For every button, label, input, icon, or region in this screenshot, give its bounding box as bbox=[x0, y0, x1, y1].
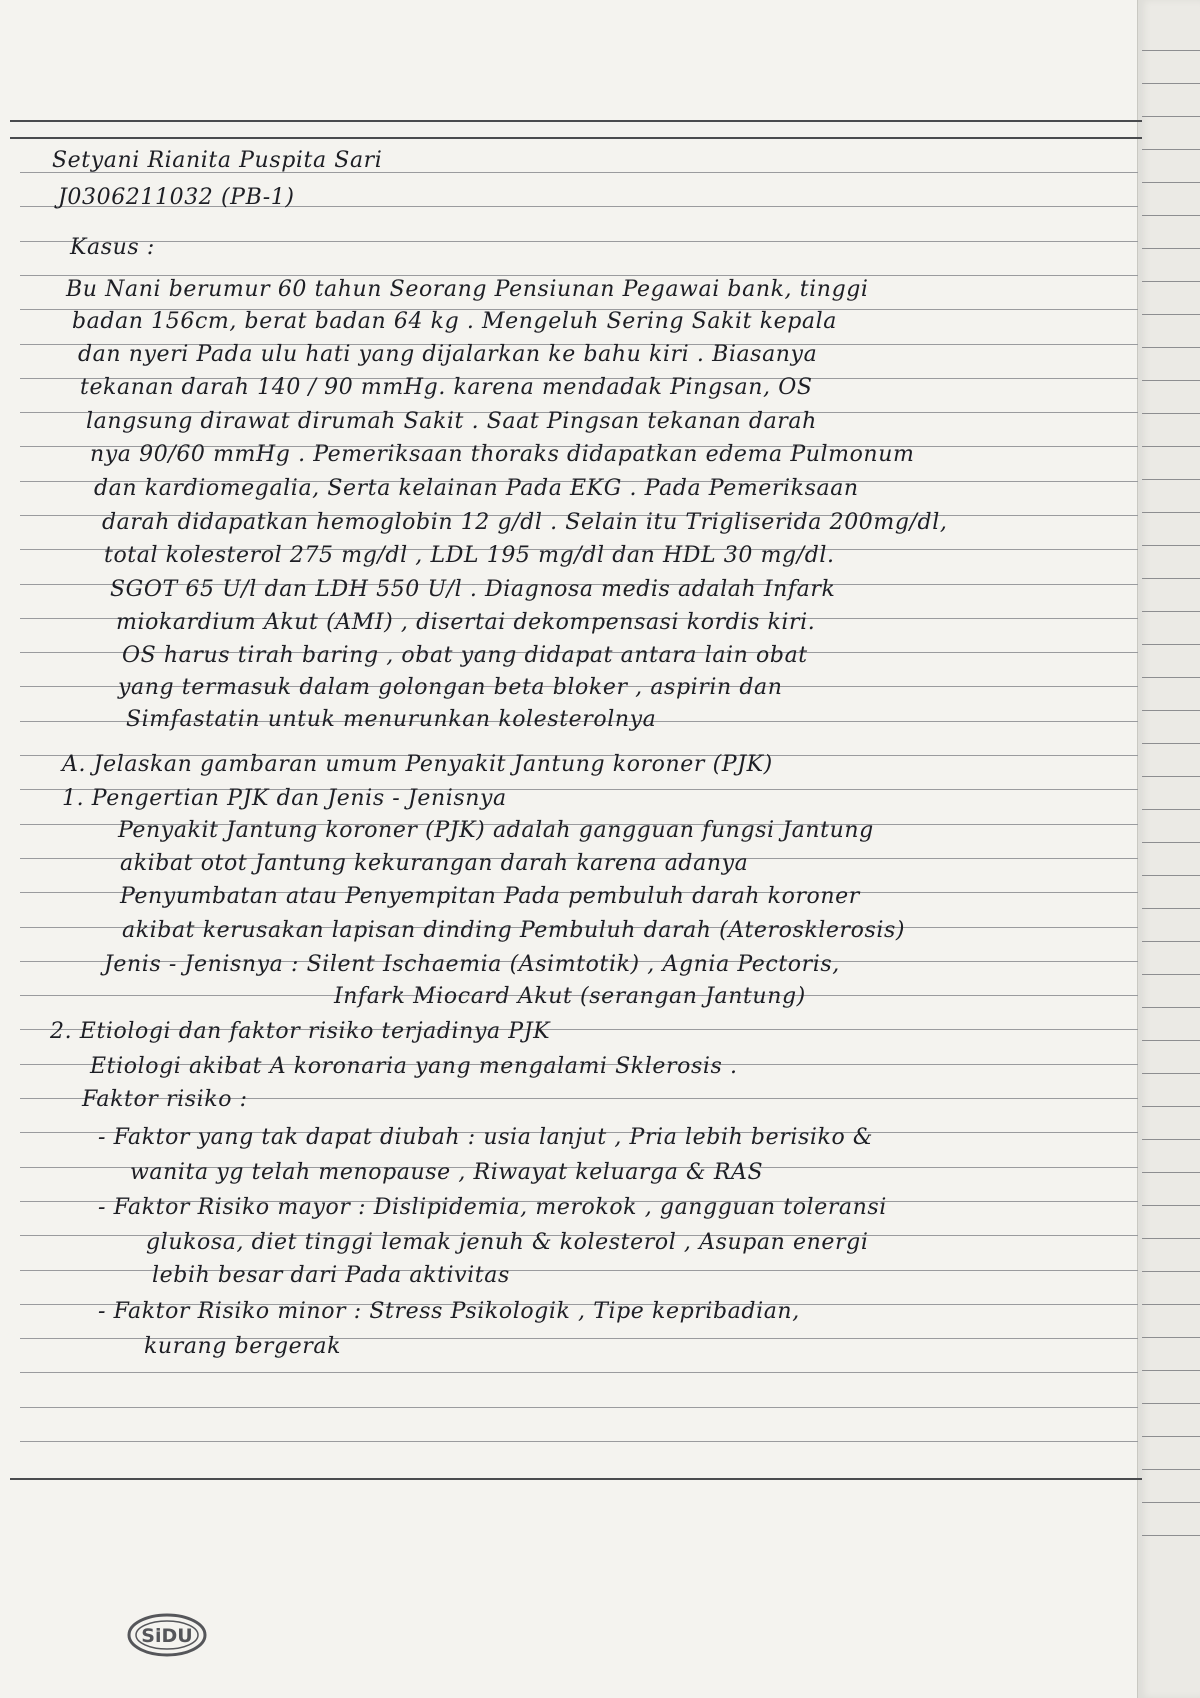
handwritten-line: tekanan darah 140 / 90 mmHg. karena mendadak Pingsan, OS bbox=[80, 375, 813, 400]
stamp-text: SiDU bbox=[141, 1625, 193, 1647]
handwritten-line: - Faktor yang tak dapat diubah : usia lanjut , Pria lebih berisiko & bbox=[98, 1125, 874, 1150]
handwritten-line: lebih besar dari Pada aktivitas bbox=[152, 1263, 510, 1288]
handwritten-line: Faktor risiko : bbox=[82, 1087, 248, 1112]
handwritten-line: Jenis - Jenisnya : Silent Ischaemia (Asimtotik) , Agnia Pectoris, bbox=[104, 952, 840, 977]
handwritten-line: A. Jelaskan gambaran umum Penyakit Jantung koroner (PJK) bbox=[62, 752, 773, 777]
student-name: Setyani Rianita Puspita Sari bbox=[52, 148, 383, 173]
page-edge-line bbox=[1142, 116, 1200, 117]
page-edge-line bbox=[1142, 1502, 1200, 1503]
page-edge-line bbox=[1142, 743, 1200, 744]
page-edge-line bbox=[1142, 1436, 1200, 1437]
handwritten-line: nya 90/60 mmHg . Pemeriksaan thoraks didapatkan edema Pulmonum bbox=[90, 442, 915, 467]
handwritten-line: kurang bergerak bbox=[144, 1334, 342, 1359]
case-heading: Kasus : bbox=[70, 235, 155, 260]
page-edge-line bbox=[1142, 1469, 1200, 1470]
handwritten-line: total kolesterol 275 mg/dl , LDL 195 mg/dl dan HDL 30 mg/dl. bbox=[104, 543, 835, 568]
handwritten-line: - Faktor Risiko minor : Stress Psikologik , Tipe kepribadian, bbox=[98, 1299, 800, 1324]
handwritten-line: Infark Miocard Akut (serangan Jantung) bbox=[334, 984, 806, 1009]
student-id: J0306211032 (PB-1) bbox=[58, 185, 295, 210]
top-rule bbox=[10, 137, 1142, 139]
handwritten-line: Etiologi akibat A koronaria yang mengalami Sklerosis . bbox=[90, 1054, 738, 1079]
ruled-line bbox=[20, 1407, 1138, 1408]
handwritten-line: Penyakit Jantung koroner (PJK) adalah gangguan fungsi Jantung bbox=[118, 818, 874, 843]
handwritten-line: dan nyeri Pada ulu hati yang dijalarkan ke bahu kiri . Biasanya bbox=[78, 342, 818, 367]
handwritten-line: darah didapatkan hemoglobin 12 g/dl . Selain itu Trigliserida 200mg/dl, bbox=[102, 510, 948, 535]
handwritten-line: OS harus tirah baring , obat yang didapat antara lain obat bbox=[122, 643, 808, 668]
page-edge-line bbox=[1142, 1403, 1200, 1404]
handwritten-line: 2. Etiologi dan faktor risiko terjadinya PJK bbox=[50, 1019, 551, 1044]
handwritten-line: 1. Pengertian PJK dan Jenis - Jenisnya bbox=[62, 786, 507, 811]
handwritten-line: akibat kerusakan lapisan dinding Pembuluh darah (Aterosklerosis) bbox=[122, 918, 906, 943]
sidu-logo-stamp bbox=[124, 1610, 210, 1660]
ruled-line bbox=[20, 1441, 1138, 1442]
page-edge-line bbox=[1142, 1370, 1200, 1371]
handwritten-line: - Faktor Risiko mayor : Dislipidemia, merokok , gangguan toleransi bbox=[98, 1195, 887, 1220]
handwritten-line: yang termasuk dalam golongan beta bloker , aspirin dan bbox=[118, 675, 783, 700]
handwritten-line: Bu Nani berumur 60 tahun Seorang Pensiunan Pegawai bank, tinggi bbox=[66, 277, 869, 302]
handwritten-line: Penyumbatan atau Penyempitan Pada pembuluh darah koroner bbox=[120, 884, 860, 909]
handwritten-line: miokardium Akut (AMI) , disertai dekompensasi kordis kiri. bbox=[116, 610, 816, 635]
handwritten-line: wanita yg telah menopause , Riwayat keluarga & RAS bbox=[130, 1160, 764, 1185]
handwritten-line: langsung dirawat dirumah Sakit . Saat Pingsan tekanan darah bbox=[86, 409, 817, 434]
bottom-rule bbox=[10, 1478, 1142, 1480]
handwritten-line: dan kardiomegalia, Serta kelainan Pada EKG . Pada Pemeriksaan bbox=[94, 476, 859, 501]
page-edge-line bbox=[1142, 50, 1200, 51]
top-rule bbox=[10, 120, 1142, 122]
page-edge-line bbox=[1142, 83, 1200, 84]
handwritten-line: akibat otot Jantung kekurangan darah karena adanya bbox=[120, 851, 749, 876]
page-edge-line bbox=[1142, 1535, 1200, 1536]
handwritten-line: SGOT 65 U/l dan LDH 550 U/l . Diagnosa medis adalah Infark bbox=[110, 577, 836, 602]
ruled-line bbox=[20, 1372, 1138, 1373]
handwritten-line: glukosa, diet tinggi lemak jenuh & kolesterol , Asupan energi bbox=[146, 1230, 869, 1255]
handwritten-line: Simfastatin untuk menurunkan kolesterolnya bbox=[126, 707, 657, 732]
handwritten-line: badan 156cm, berat badan 64 kg . Mengeluh Sering Sakit kepala bbox=[72, 309, 837, 334]
